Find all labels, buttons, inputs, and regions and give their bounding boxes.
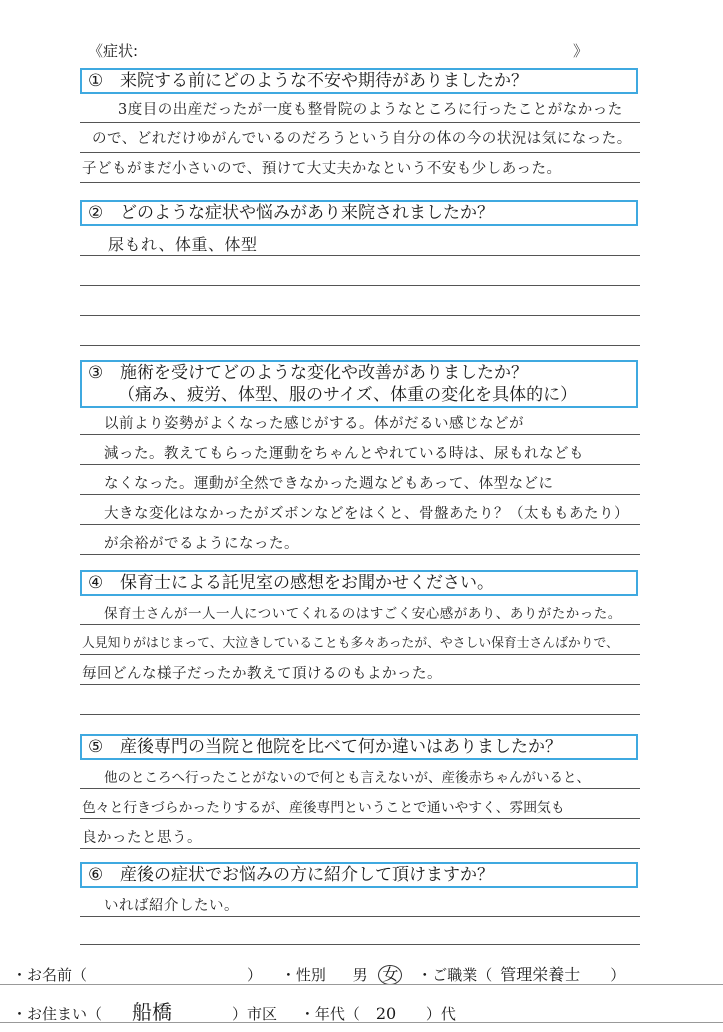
ruled-line [80, 434, 640, 435]
question-text: 産後の症状でお悩みの方に紹介して頂けますか？ [120, 865, 494, 885]
address-label: ・お住まい（ [12, 1005, 103, 1023]
question-number: ② [88, 203, 104, 223]
answer-line: ので、どれだけゆがんでいるのだろうという自分の体の今の状況は気になった。 [92, 131, 632, 147]
question-number: ① [88, 71, 104, 91]
address-close: ）市区 [232, 1005, 278, 1023]
question-1-box [80, 68, 638, 94]
ruled-line [80, 255, 640, 256]
ruled-line [80, 524, 640, 525]
footer-divider [0, 984, 723, 985]
question-text: 産後専門の当院と他院を比べて何か違いはありましたか？ [120, 737, 562, 757]
ruled-line [80, 916, 640, 917]
answer-line: 大きな変化はなかったがズボンなどをはくと、骨盤あたり？（太ももあたり） [104, 506, 629, 522]
answer-line: 保育士さんが一人一人についてくれるのはすごく安心感があり、ありがたかった。 [104, 606, 622, 622]
answer-line: 減った。教えてもらった運動をちゃんとやれている時は、尿もれなども [104, 446, 584, 462]
question-subtext: （痛み、疲労、体型、服のサイズ、体重の変化を具体的に） [118, 385, 578, 405]
footer-divider [0, 1022, 723, 1023]
question-number: ⑥ [88, 865, 104, 885]
answer-line: 以前より姿勢がよくなった感じがする。体がだるい感じなどが [104, 416, 524, 432]
ruled-line [80, 315, 640, 316]
ruled-line [80, 345, 640, 346]
answer-line: 色々と行きづらかったりするが、産後専門ということで通いやすく、雰囲気も [82, 800, 565, 816]
question-5-box [80, 734, 638, 760]
age-label: ・年代（ [299, 1005, 360, 1023]
age-close: ）代 [425, 1005, 456, 1023]
question-3-box [80, 360, 638, 408]
question-4-box [80, 570, 638, 596]
answer-line: いれば紹介したい。 [104, 898, 239, 914]
answer-line: 子どもがまだ小さいので、預けて大丈夫かなという不安も少しあった。 [82, 161, 562, 177]
ruled-line [80, 494, 640, 495]
job-value[interactable]: 管理栄養士 [500, 965, 581, 984]
ruled-line [80, 464, 640, 465]
question-text: 来院する前にどのような不安や期待がありましたか？ [120, 71, 528, 91]
ruled-line [80, 554, 640, 555]
ruled-line [80, 182, 640, 183]
ruled-line [80, 684, 640, 685]
answer-line: 良かったと思う。 [82, 830, 202, 846]
ruled-line [80, 944, 640, 945]
job-close: ） [610, 966, 626, 984]
ruled-line [80, 818, 640, 819]
symptom-header [88, 40, 588, 62]
gender-male[interactable]: 男 [352, 966, 368, 984]
question-number: ③ [88, 363, 104, 383]
ruled-line [80, 654, 640, 655]
ruled-line [80, 624, 640, 625]
answer-line: 人見知りがはじまって、大泣きしていることも多々あったが、やさしい保育士さんばかりで、 [82, 636, 619, 651]
ruled-line [80, 285, 640, 286]
question-text: 施術を受けてどのような変化や改善がありましたか？ [120, 363, 528, 383]
address-value[interactable]: 船橋 [132, 1000, 173, 1024]
question-number: ④ [88, 573, 104, 593]
footer-row-2 [12, 996, 456, 1025]
gender-label: ・性別 [280, 966, 326, 984]
ruled-line [80, 788, 640, 789]
question-2-box [80, 200, 638, 226]
ruled-line [80, 152, 640, 153]
answer-line: 毎回どんな様子だったか教えて頂けるのもよかった。 [82, 666, 442, 682]
name-label: ・お名前（ [12, 966, 88, 984]
symptom-label: 《症状: [88, 42, 139, 60]
answer-line: 3度目の出産だったが一度も整骨院のようなところに行ったことがなかった [118, 102, 623, 118]
age-value[interactable]: 20 [375, 1004, 397, 1023]
answer-line: なくなった。運動が全然できなかった週などもあって、体型などに [104, 476, 554, 492]
answer-line: 他のところへ行ったことがないので何とも言えないが、産後赤ちゃんがいると、 [104, 770, 590, 786]
answer-line: 尿もれ、体重、体型 [108, 235, 258, 254]
question-6-box [80, 862, 638, 888]
question-number: ⑤ [88, 737, 104, 757]
ruled-line [80, 714, 640, 715]
answer-line: が余裕がでるようになった。 [104, 536, 299, 552]
question-text: 保育士による託児室の感想をお聞かせください。 [120, 573, 494, 593]
ruled-line [80, 122, 640, 123]
ruled-line [80, 848, 640, 849]
question-text: どのような症状や悩みがあり来院されましたか？ [120, 203, 494, 223]
footer-row-1 [12, 962, 625, 985]
symptom-close: 》 [572, 42, 588, 60]
job-label: ・ご職業（ [417, 966, 493, 984]
name-close: ） [247, 966, 263, 984]
gender-female-circled[interactable]: 女 [378, 965, 402, 985]
